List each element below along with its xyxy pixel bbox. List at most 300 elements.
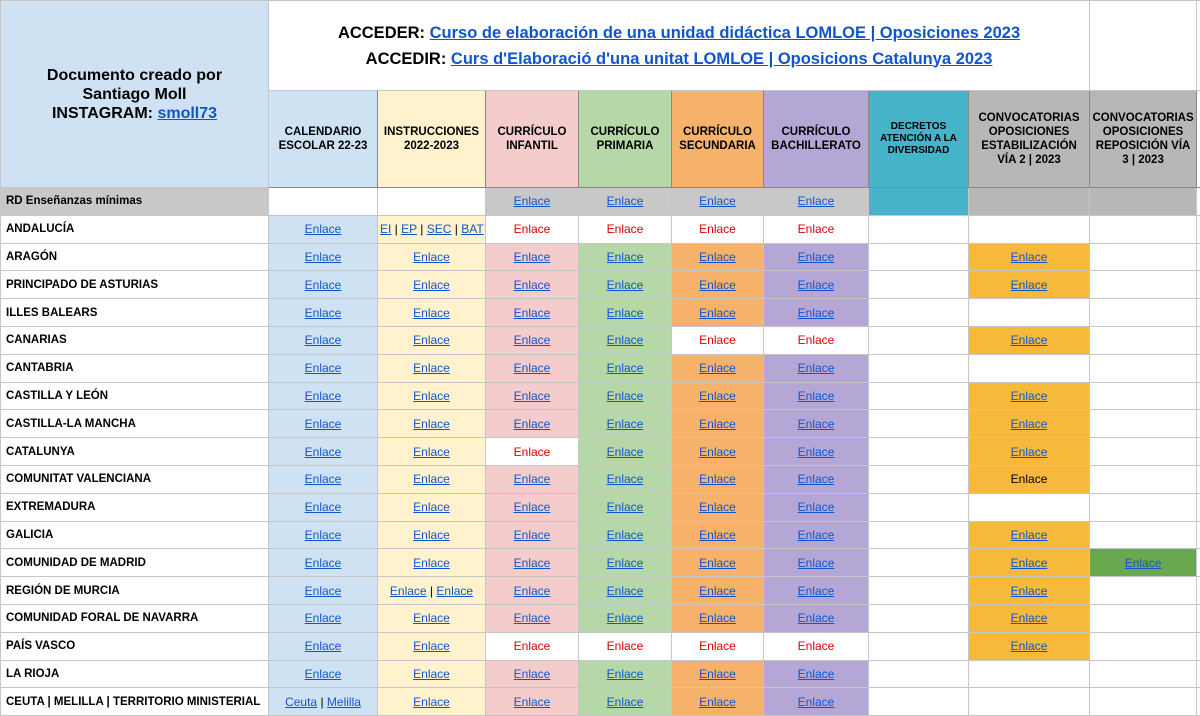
table-row [1, 438, 1200, 466]
cell-ins [378, 632, 486, 660]
enlace-link[interactable]: Enlace [514, 528, 551, 542]
cell-sec [672, 326, 764, 354]
enlace-link[interactable]: Enlace [305, 278, 342, 292]
cell-bac [764, 326, 869, 354]
row-label: CANARIAS [1, 326, 269, 354]
cell-dec [869, 188, 969, 216]
cell-cal [269, 215, 378, 243]
cell-cal [269, 188, 378, 216]
row-label: COMUNIDAD FORAL DE NAVARRA [1, 604, 269, 632]
cell-rep [1090, 688, 1197, 716]
enlace-link[interactable]: Enlace [305, 500, 342, 514]
empty-cell [1197, 299, 1200, 327]
cell-rep [1090, 299, 1197, 327]
table-row [1, 632, 1200, 660]
cell-pri [579, 438, 672, 466]
cell-ins [378, 243, 486, 271]
enlace-link[interactable]: Enlace [798, 667, 835, 681]
row-label: CASTILLA-LA MANCHA [1, 410, 269, 438]
enlace-link[interactable]: Enlace [305, 611, 342, 625]
creator-info [1, 1, 269, 188]
enlace-link[interactable]: Enlace [305, 528, 342, 542]
enlace-link[interactable]: Enlace [413, 361, 450, 375]
link-enlace[interactable]: Enlace [390, 584, 427, 598]
column-header-pri: CURRÍCULO PRIMARIA [579, 91, 672, 188]
creator-line-2: Santiago Moll [3, 85, 266, 104]
row-label: PRINCIPADO DE ASTURIAS [1, 271, 269, 299]
enlace-link[interactable]: Enlace [305, 417, 342, 431]
cell-pri [579, 465, 672, 493]
cell-dec [869, 326, 969, 354]
enlace-link[interactable]: Enlace [607, 667, 644, 681]
course-link-es[interactable]: Curso de elaboración de una unidad didáctica LOMLOE | Oposiciones 2023 [430, 24, 1021, 42]
cell-pri [579, 271, 672, 299]
enlace-link[interactable]: Enlace [699, 584, 736, 598]
enlace-text: Enlace [514, 222, 551, 236]
cell-dec [869, 354, 969, 382]
enlace-link[interactable]: Enlace [699, 250, 736, 264]
cell-ins [378, 660, 486, 688]
enlace-link[interactable]: Enlace [305, 639, 342, 653]
enlace-link[interactable]: Enlace [305, 389, 342, 403]
cell-cal [269, 354, 378, 382]
enlace-link[interactable]: Enlace [1011, 528, 1048, 542]
enlace-link[interactable]: Enlace [1011, 389, 1048, 403]
enlace-link[interactable]: Enlace [798, 472, 835, 486]
enlace-text: Enlace [699, 639, 736, 653]
enlace-link[interactable]: Enlace [798, 611, 835, 625]
cell-pri [579, 660, 672, 688]
enlace-link[interactable]: Enlace [798, 556, 835, 570]
cell-inf [486, 549, 579, 577]
enlace-link[interactable]: Enlace [514, 611, 551, 625]
cell-cal [269, 271, 378, 299]
enlace-link[interactable]: Enlace [413, 417, 450, 431]
enlace-link[interactable]: Enlace [413, 250, 450, 264]
cell-ins [378, 577, 486, 605]
enlace-link[interactable]: Enlace [305, 250, 342, 264]
enlace-link[interactable]: Enlace [514, 695, 551, 709]
enlace-link[interactable]: Enlace [514, 333, 551, 347]
enlace-link[interactable]: Enlace [514, 472, 551, 486]
cell-bac [764, 577, 869, 605]
enlace-link[interactable]: Enlace [514, 417, 551, 431]
link-melilla[interactable]: Melilla [327, 695, 361, 709]
cell-inf [486, 521, 579, 549]
cell-est [969, 660, 1090, 688]
enlace-link[interactable]: Enlace [798, 445, 835, 459]
cell-cal [269, 243, 378, 271]
instagram-link[interactable]: smoll73 [157, 105, 217, 122]
access-links [269, 1, 1090, 91]
enlace-link[interactable]: Enlace [798, 278, 835, 292]
empty-cell [1197, 215, 1200, 243]
table-row [1, 382, 1200, 410]
cell-sec [672, 604, 764, 632]
cell-sec [672, 577, 764, 605]
link-ep[interactable]: EP [401, 222, 417, 236]
column-header-inf: CURRÍCULO INFANTIL [486, 91, 579, 188]
enlace-link[interactable]: Enlace [607, 389, 644, 403]
row-label: CASTILLA Y LEÓN [1, 382, 269, 410]
enlace-link[interactable]: Enlace [413, 389, 450, 403]
table-row [1, 493, 1200, 521]
enlace-text: Enlace [798, 639, 835, 653]
enlace-link[interactable]: Enlace [607, 472, 644, 486]
row-label: GALICIA [1, 521, 269, 549]
column-header-ins: INSTRUCCIONES 2022-2023 [378, 91, 486, 188]
cell-ins [378, 604, 486, 632]
cell-sec [672, 549, 764, 577]
enlace-link[interactable]: Enlace [607, 250, 644, 264]
enlace-link[interactable]: Enlace [413, 306, 450, 320]
empty-cell [1197, 577, 1200, 605]
enlace-text: Enlace [798, 222, 835, 236]
cell-inf [486, 326, 579, 354]
empty-cell [1197, 271, 1200, 299]
row-label: ARAGÓN [1, 243, 269, 271]
enlace-link[interactable]: Enlace [305, 584, 342, 598]
cell-rep [1090, 243, 1197, 271]
enlace-link[interactable]: Enlace [798, 500, 835, 514]
cell-est [969, 215, 1090, 243]
link-sec[interactable]: SEC [427, 222, 452, 236]
cell-ins [378, 354, 486, 382]
row-label: PAÍS VASCO [1, 632, 269, 660]
enlace-link[interactable]: Enlace [699, 472, 736, 486]
enlace-link[interactable]: Enlace [514, 250, 551, 264]
enlace-link[interactable]: Enlace [305, 556, 342, 570]
enlace-link[interactable]: Enlace [798, 389, 835, 403]
cell-dec [869, 660, 969, 688]
empty-cell [1197, 243, 1200, 271]
cell-est [969, 521, 1090, 549]
enlace-link[interactable]: Enlace [1011, 417, 1048, 431]
empty-cell [1197, 188, 1200, 216]
enlace-text: Enlace [607, 222, 644, 236]
separator: | [451, 222, 461, 236]
row-label: ILLES BALEARS [1, 299, 269, 327]
empty-cell [1197, 326, 1200, 354]
enlace-link[interactable]: Enlace [514, 361, 551, 375]
cell-cal [269, 382, 378, 410]
empty-cell [1197, 604, 1200, 632]
cell-ins [378, 521, 486, 549]
cell-rep [1090, 604, 1197, 632]
cell-est [969, 465, 1090, 493]
cell-ins [378, 382, 486, 410]
row-label: CATALUNYA [1, 438, 269, 466]
accedir-label: ACCEDIR: [366, 50, 447, 68]
enlace-link[interactable]: Enlace [1011, 333, 1048, 347]
empty-cell [1197, 632, 1200, 660]
cell-bac [764, 299, 869, 327]
cell-dec [869, 493, 969, 521]
enlace-link[interactable]: Enlace [607, 278, 644, 292]
empty-cell [1197, 354, 1200, 382]
cell-rep [1090, 577, 1197, 605]
enlace-link[interactable]: Enlace [413, 556, 450, 570]
cell-sec [672, 299, 764, 327]
enlace-link[interactable]: Enlace [413, 667, 450, 681]
empty-cell [1197, 521, 1200, 549]
enlace-link[interactable]: Enlace [607, 695, 644, 709]
cell-bac [764, 188, 869, 216]
cell-dec [869, 271, 969, 299]
enlace-link[interactable]: Enlace [514, 500, 551, 514]
cell-sec [672, 660, 764, 688]
cell-inf [486, 299, 579, 327]
enlace-link[interactable]: Enlace [413, 333, 450, 347]
cell-rep [1090, 465, 1197, 493]
enlace-link[interactable]: Enlace [514, 667, 551, 681]
cell-ins [378, 188, 486, 216]
enlace-text: Enlace [514, 445, 551, 459]
enlace-link[interactable]: Enlace [798, 417, 835, 431]
cell-est [969, 688, 1090, 716]
cell-cal [269, 438, 378, 466]
enlace-link[interactable]: Enlace [1011, 611, 1048, 625]
empty-cell [1197, 382, 1200, 410]
enlace-link[interactable]: Enlace [699, 194, 736, 208]
cell-inf [486, 632, 579, 660]
enlace-link[interactable]: Enlace [699, 445, 736, 459]
cell-est [969, 326, 1090, 354]
enlace-link[interactable]: Enlace [699, 306, 736, 320]
enlace-link[interactable]: Enlace [607, 361, 644, 375]
enlace-link[interactable]: Enlace [798, 695, 835, 709]
cell-est [969, 632, 1090, 660]
enlace-link[interactable]: Enlace [305, 306, 342, 320]
cell-pri [579, 354, 672, 382]
enlace-link[interactable]: Enlace [699, 278, 736, 292]
cell-cal [269, 410, 378, 438]
enlace-link[interactable]: Enlace [798, 194, 835, 208]
enlace-text: Enlace [798, 333, 835, 347]
enlace-link[interactable]: Enlace [699, 556, 736, 570]
creator-line-1: Documento creado por [3, 66, 266, 85]
enlace-link[interactable]: Enlace [607, 194, 644, 208]
enlace-link[interactable]: Enlace [699, 361, 736, 375]
empty-cell [1197, 493, 1200, 521]
cell-ins [378, 493, 486, 521]
enlace-link[interactable]: Enlace [1011, 278, 1048, 292]
enlace-link[interactable]: Enlace [798, 361, 835, 375]
cell-cal [269, 465, 378, 493]
enlace-link[interactable]: Enlace [699, 500, 736, 514]
enlace-link[interactable]: Enlace [798, 584, 835, 598]
row-label: RD Enseñanzas mínimas [1, 188, 269, 216]
cell-est [969, 382, 1090, 410]
cell-rep [1090, 326, 1197, 354]
cell-est [969, 243, 1090, 271]
separator: | [317, 695, 327, 709]
enlace-link[interactable]: Enlace [699, 389, 736, 403]
enlace-link[interactable]: Enlace [607, 417, 644, 431]
table-row [1, 521, 1200, 549]
cell-est [969, 410, 1090, 438]
cell-ins [378, 215, 486, 243]
cell-cal [269, 632, 378, 660]
cell-ins [378, 271, 486, 299]
enlace-link[interactable]: Enlace [798, 250, 835, 264]
enlace-link[interactable]: Enlace [305, 472, 342, 486]
cell-rep [1090, 660, 1197, 688]
row-label: LA RIOJA [1, 660, 269, 688]
enlace-link[interactable]: Enlace [699, 695, 736, 709]
empty-cell [1197, 1, 1200, 91]
enlace-link[interactable]: Enlace [1011, 556, 1048, 570]
enlace-link[interactable]: Enlace [699, 417, 736, 431]
cell-inf [486, 410, 579, 438]
row-label: CEUTA | MELILLA | TERRITORIO MINISTERIAL [1, 688, 269, 716]
cell-dec [869, 382, 969, 410]
cell-sec [672, 438, 764, 466]
cell-sec [672, 632, 764, 660]
column-header-rep: CONVOCATORIAS OPOSICIONES REPOSICIÓN VÍA 3 | 2023 [1090, 91, 1197, 188]
cell-est [969, 604, 1090, 632]
cell-pri [579, 493, 672, 521]
cell-bac [764, 354, 869, 382]
enlace-link[interactable]: Enlace [607, 445, 644, 459]
enlace-link[interactable]: Enlace [305, 667, 342, 681]
cell-bac [764, 410, 869, 438]
cell-rep [1090, 632, 1197, 660]
course-link-ca[interactable]: Curs d'Elaboració d'una unitat LOMLOE | Oposicions Catalunya 2023 [451, 50, 992, 68]
empty-cell [1197, 91, 1200, 188]
cell-pri [579, 632, 672, 660]
enlace-link[interactable]: Enlace [699, 667, 736, 681]
enlace-link[interactable]: Enlace [1011, 250, 1048, 264]
row-label: COMUNIDAD DE MADRID [1, 549, 269, 577]
enlace-link[interactable]: Enlace [607, 556, 644, 570]
table-row [1, 188, 1200, 216]
cell-ins [378, 299, 486, 327]
enlace-link[interactable]: Enlace [514, 389, 551, 403]
enlace-link[interactable]: Enlace [413, 278, 450, 292]
cell-est [969, 493, 1090, 521]
cell-inf [486, 577, 579, 605]
enlace-link[interactable]: Enlace [413, 528, 450, 542]
cell-cal [269, 577, 378, 605]
cell-rep [1090, 188, 1197, 216]
enlace-link[interactable]: Enlace [607, 500, 644, 514]
enlace-link[interactable]: Enlace [413, 500, 450, 514]
cell-pri [579, 382, 672, 410]
cell-est [969, 438, 1090, 466]
enlace-link[interactable]: Enlace [798, 306, 835, 320]
cell-rep [1090, 354, 1197, 382]
cell-inf [486, 382, 579, 410]
link-bat[interactable]: BAT [461, 222, 483, 236]
enlace-link[interactable]: Enlace [1011, 445, 1048, 459]
row-label: REGIÓN DE MURCIA [1, 577, 269, 605]
cell-ins [378, 549, 486, 577]
enlace-link[interactable]: Enlace [305, 361, 342, 375]
cell-pri [579, 243, 672, 271]
column-header-bac: CURRÍCULO BACHILLERATO [764, 91, 869, 188]
cell-bac [764, 632, 869, 660]
enlace-link[interactable]: Enlace [514, 278, 551, 292]
empty-cell [1197, 688, 1200, 716]
table-row [1, 326, 1200, 354]
cell-est [969, 188, 1090, 216]
cell-sec [672, 354, 764, 382]
cell-inf [486, 604, 579, 632]
enlace-link[interactable]: Enlace [305, 333, 342, 347]
enlace-link[interactable]: Enlace [1011, 584, 1048, 598]
enlace-link[interactable]: Enlace [699, 528, 736, 542]
enlace-text: Enlace [1011, 472, 1048, 486]
cell-sec [672, 688, 764, 716]
enlace-link[interactable]: Enlace [514, 194, 551, 208]
enlace-link[interactable]: Enlace [798, 528, 835, 542]
cell-inf [486, 215, 579, 243]
enlace-link[interactable]: Enlace [607, 333, 644, 347]
enlace-link[interactable]: Enlace [413, 472, 450, 486]
enlace-link[interactable]: Enlace [607, 306, 644, 320]
cell-ins [378, 465, 486, 493]
enlace-link[interactable]: Enlace [1011, 639, 1048, 653]
link-ei[interactable]: EI [380, 222, 391, 236]
cell-rep [1090, 521, 1197, 549]
cell-pri [579, 521, 672, 549]
link-ceuta[interactable]: Ceuta [285, 695, 317, 709]
separator: | [391, 222, 401, 236]
enlace-link[interactable]: Enlace [607, 528, 644, 542]
column-header-sec: CURRÍCULO SECUNDARIA [672, 91, 764, 188]
cell-cal [269, 493, 378, 521]
cell-cal [269, 549, 378, 577]
cell-dec [869, 299, 969, 327]
cell-dec [869, 688, 969, 716]
cell-pri [579, 299, 672, 327]
cell-inf [486, 188, 579, 216]
column-header-est: CONVOCATORIAS OPOSICIONES ESTABILIZACIÓN VÍA 2 | 2023 [969, 91, 1090, 188]
enlace-link[interactable]: Enlace [514, 556, 551, 570]
cell-bac [764, 465, 869, 493]
enlace-link[interactable]: Enlace [514, 306, 551, 320]
cell-bac [764, 493, 869, 521]
enlace-link[interactable]: Enlace [514, 584, 551, 598]
cell-dec [869, 632, 969, 660]
enlace-link[interactable]: Enlace [413, 639, 450, 653]
enlace-link[interactable]: Enlace [1125, 556, 1162, 570]
enlace-link[interactable]: Enlace [413, 445, 450, 459]
cell-bac [764, 382, 869, 410]
cell-bac [764, 604, 869, 632]
enlace-link[interactable]: Enlace [607, 584, 644, 598]
enlace-link[interactable]: Enlace [305, 445, 342, 459]
enlace-link[interactable]: Enlace [607, 611, 644, 625]
enlace-link[interactable]: Enlace [699, 611, 736, 625]
enlace-text: Enlace [699, 222, 736, 236]
table-row [1, 688, 1200, 716]
enlace-link[interactable]: Enlace [305, 222, 342, 236]
table-row [1, 465, 1200, 493]
enlace-link[interactable]: Enlace [413, 611, 450, 625]
table-row [1, 604, 1200, 632]
cell-bac [764, 215, 869, 243]
table-row [1, 577, 1200, 605]
cell-sec [672, 465, 764, 493]
cell-inf [486, 271, 579, 299]
enlace-link[interactable]: Enlace [413, 695, 450, 709]
link-enlace[interactable]: Enlace [436, 584, 473, 598]
enlace-text: Enlace [514, 639, 551, 653]
cell-inf [486, 438, 579, 466]
cell-est [969, 577, 1090, 605]
